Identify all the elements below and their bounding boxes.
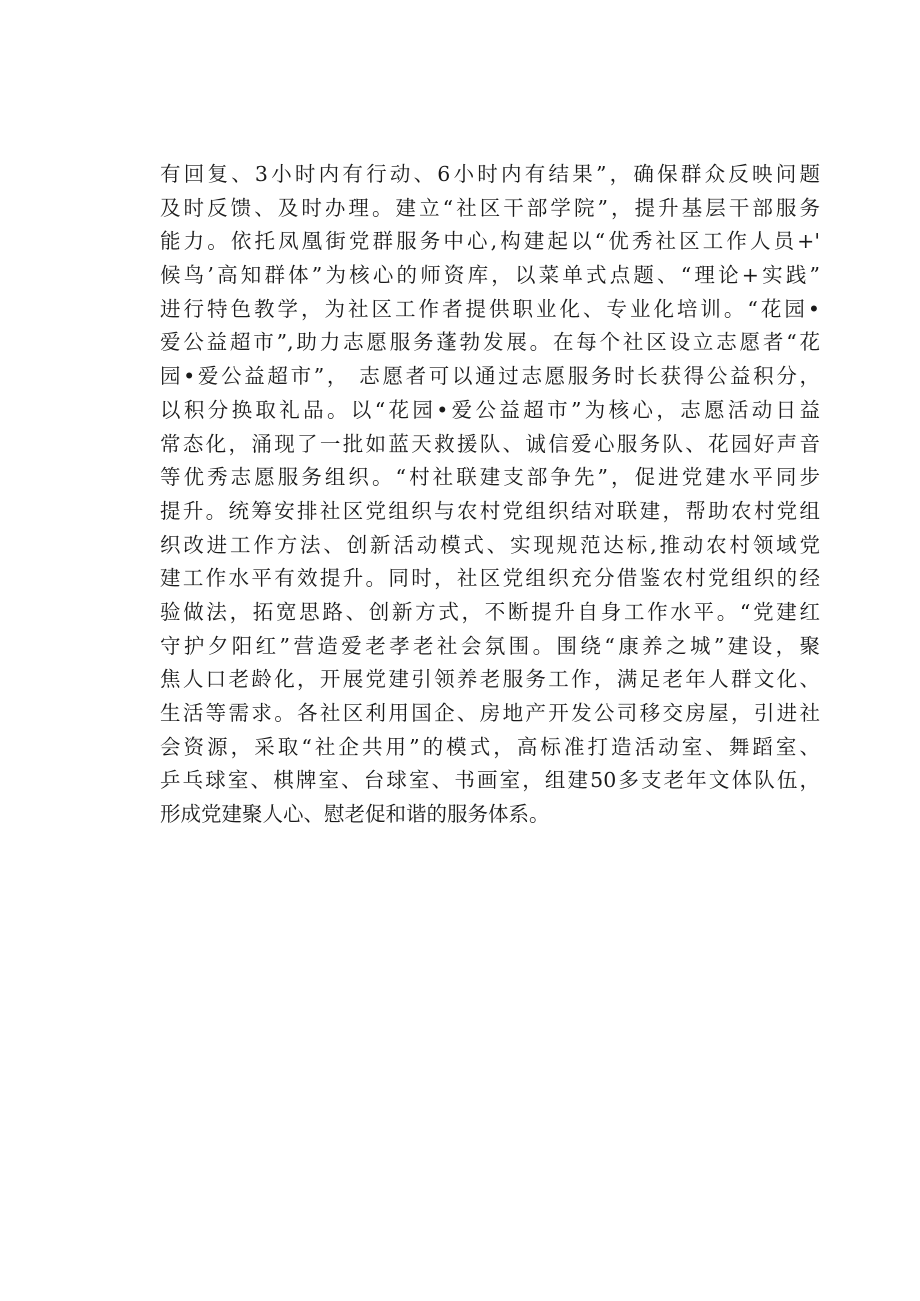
text-line: 生活等需求。各社区利用国企、房地产开发公司移交房屋，引进社 [160, 701, 820, 725]
text-line: 以积分换取礼品。以“花园•爱公益超市”为核心，志愿活动日益 [160, 397, 820, 422]
text-line: 会资源，采取“社企共用”的模式，高标准打造活动室、舞蹈室、 [160, 734, 820, 759]
text-line: 形成党建聚人心、慰老促和谐的服务体系。 [160, 802, 550, 827]
text-line: 常态化，涌现了一批如蓝天救援队、诚信爱心服务队、花园好声音 [160, 431, 820, 456]
text-line: 能力。依托凤凰街党群服务中心,构建起以“优秀社区工作人员+' [160, 229, 820, 254]
text-line: 提升。统筹安排社区党组织与农村党组织结对联建，帮助农村党组 [160, 498, 820, 523]
text-line: 建工作水平有效提升。同时，社区党组织充分借鉴农村党组织的经 [160, 566, 820, 591]
text-line: 进行特色教学，为社区工作者提供职业化、专业化培训。“花园• [160, 296, 820, 321]
text-line: 织改进工作方法、创新活动模式、实现规范达标,推动农村领域党 [160, 532, 820, 557]
text-line: 及时反馈、及时办理。建立“社区干部学院”，提升基层干部服务 [160, 195, 820, 220]
text-line: 守护夕阳红”营造爱老孝老社会氛围。围绕“康养之城”建设，聚 [160, 633, 820, 658]
text-line: 乒乓球室、棋牌室、台球室、书画室，组建50多支老年文体队伍， [160, 768, 820, 793]
text-line: 验做法，拓宽思路、创新方式，不断提升自身工作水平。“党建红 [160, 599, 820, 624]
text-line: 焦人口老龄化，开展党建引领养老服务工作，满足老年人群文化、 [160, 667, 820, 692]
text-line: 园•爱公益超市”， 志愿者可以通过志愿服务时长获得公益积分， [160, 364, 820, 389]
text-line: 等优秀志愿服务组织。“村社联建支部争先”，促进党建水平同步 [160, 465, 820, 490]
text-line: 爱公益超市”,助力志愿服务蓬勃发展。在每个社区设立志愿者“花 [160, 330, 820, 355]
text-line: 有回复、3小时内有行动、6小时内有结果”，确保群众反映问题 [160, 162, 820, 186]
text-line: 候鸟’高知群体”为核心的师资库，以菜单式点题、“理论+实践” [160, 263, 820, 288]
body-paragraph [160, 158, 820, 832]
